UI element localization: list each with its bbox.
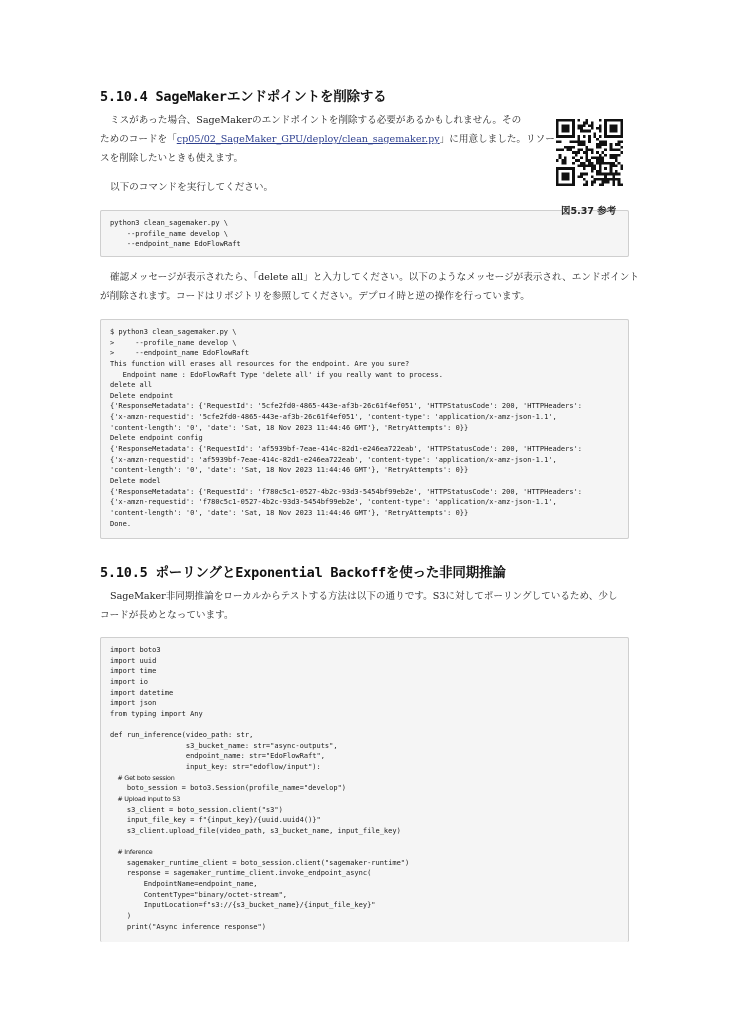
code-block-delete-output: [100, 319, 629, 539]
code-comment-line: # Upload input to S3: [110, 794, 181, 803]
paragraph-line-with-link: [100, 130, 555, 149]
code-line: {'x-amzn-requestid': '5cfe2fd0-4865-443e-af3b-26c61f4ef051', 'content-type': 'application/x-amz-json-1.1',: [110, 413, 557, 422]
code-comment-line: # Get boto session: [110, 773, 175, 782]
code-line: InputLocation=f"s3://{s3_bucket_name}/{input_file_key}": [110, 901, 376, 910]
code-line: 'content-length': '0', 'date': 'Sat, 18 Nov 2023 11:44:46 GMT'}, 'RetryAttempts': 0}}: [110, 466, 469, 475]
code-line: {'x-amzn-requestid': 'f780c5c1-0527-4b2c-93d3-5454bf99eb2e', 'content-type': 'application/x-amz-json-1.1',: [110, 498, 557, 507]
code-line: > --profile_name develop \: [110, 338, 237, 347]
code-line: Endpoint name : EdoFlowRaft Type 'delete all' if you really want to process.: [110, 370, 443, 379]
code-line: input_key: str="edoflow/input"):: [110, 763, 321, 772]
code-block-command: [100, 210, 629, 257]
code-line: This function will erases all resources for the endpoint. Are you sure?: [110, 359, 410, 368]
paragraph-async-inference: [100, 587, 640, 625]
code-line: $ python3 clean_sagemaker.py \: [110, 328, 237, 336]
paragraph-line: 以下のコマンドを実行してください。: [110, 182, 274, 193]
code-line: from typing import Any: [110, 709, 203, 718]
paragraph-line: が削除されます。コードはリポジトリを参照してください。デプロイ時と逆の操作を行っています。: [100, 291, 530, 302]
code-line: {'x-amzn-requestid': 'af5939bf-7eae-414c-82d1-e246ea722eab', 'content-type': 'application/x-amz-json-1.1',: [110, 455, 557, 464]
paragraph-run-command: [100, 178, 530, 197]
qr-code-icon: [556, 119, 623, 186]
code-line: Done.: [110, 519, 132, 528]
paragraph-line: SageMaker非同期推論をローカルからテストする方法は以下の通りです。S3に対してポーリングしているため、少し: [110, 591, 618, 602]
code-line: EndpointName=endpoint_name,: [110, 880, 258, 889]
code-line: Delete endpoint config: [110, 434, 203, 443]
code-line: import datetime: [110, 688, 174, 697]
code-line: endpoint_name: str="EdoFlowRaft",: [110, 752, 325, 761]
code-block-async-inference: [100, 637, 629, 942]
code-line: sagemaker_runtime_client = boto_session.client("sagemaker-runtime"): [110, 858, 410, 867]
code-line: input_file_key = f"{input_key}/{uuid.uuid4()}": [110, 816, 321, 825]
code-line: def run_inference(video_path: str,: [110, 731, 254, 740]
code-comment-line: # Inference: [110, 848, 153, 857]
code-line: > --endpoint_name EdoFlowRaft: [110, 349, 250, 358]
paragraph-line: 確認メッセージが表示されたら、「delete all」と入力してください。以下のようなメッセージが表示され、エンドポイント: [110, 272, 639, 283]
code-line: s3_client.upload_file(video_path, s3_bucket_name, input_file_key): [110, 826, 401, 835]
paragraph-line: ミスがあった場合、SageMakerのエンドポイントを削除する必要があるかもしれません。その: [110, 115, 522, 126]
code-line: import boto3: [110, 646, 161, 654]
code-line: response = sagemaker_runtime_client.invoke_endpoint_async(: [110, 869, 372, 878]
figure-caption: 図5.37 参考: [561, 206, 617, 217]
code-line: print("Async inference response"): [110, 922, 266, 931]
code-line: [110, 719, 619, 730]
code-line: {'ResponseMetadata': {'RequestId': 'f780c5c1-0527-4b2c-93d3-5454bf99eb2e', 'HTTPStatusCode': 200, 'HTTPHeaders':: [110, 487, 583, 496]
code-line: import json: [110, 699, 157, 708]
code-line: {'ResponseMetadata': {'RequestId': '5cfe2fd0-4865-443e-af3b-26c61f4ef051', 'HTTPStatusCode': 200, 'HTTPHeaders':: [110, 402, 583, 411]
text-fragment: 」に用意しました。リソー: [439, 134, 555, 145]
repo-file-link[interactable]: cp05/02_SageMaker_GPU/deploy/clean_sagemaker.py: [176, 134, 440, 145]
code-line: [110, 837, 619, 848]
code-line: Delete endpoint: [110, 391, 174, 400]
code-line: ContentType="binary/octet-stream",: [110, 890, 288, 899]
code-line: s3_client = boto_session.client("s3"): [110, 805, 283, 814]
code-line: boto_session = boto3.Session(profile_name="develop"): [110, 784, 347, 793]
code-line: s3_bucket_name: str="async-outputs",: [110, 741, 338, 750]
section-heading-5-10-4: 5.10.4 SageMakerエンドポイントを削除する: [100, 89, 387, 105]
section-heading-5-10-5: 5.10.5 ポーリングとExponential Backoffを使った非同期推論: [100, 565, 506, 581]
code-line: ): [110, 912, 132, 921]
code-line: 'content-length': '0', 'date': 'Sat, 18 Nov 2023 11:44:46 GMT'}, 'RetryAttempts': 0}}: [110, 508, 469, 517]
code-line: delete all: [110, 381, 153, 390]
paragraph-line: コードが長めとなっています。: [100, 610, 234, 621]
code-line: {'ResponseMetadata': {'RequestId': 'af5939bf-7eae-414c-82d1-e246ea722eab', 'HTTPStatusCode': 200, 'HTTPHeaders':: [110, 445, 583, 454]
paragraph-confirm-message: [100, 268, 640, 306]
paragraph-line: スを削除したいときも使えます。: [100, 153, 244, 164]
code-line: import uuid: [110, 656, 157, 665]
paragraph-delete-intro: [100, 111, 555, 168]
code-line: --profile_name develop \: [110, 229, 229, 238]
code-line: --endpoint_name EdoFlowRaft: [110, 240, 241, 249]
code-line: python3 clean_sagemaker.py \: [110, 219, 229, 227]
text-fragment: ためのコードを「: [100, 134, 177, 145]
code-line: import time: [110, 667, 157, 676]
code-line: 'content-length': '0', 'date': 'Sat, 18 Nov 2023 11:44:46 GMT'}, 'RetryAttempts': 0}}: [110, 423, 469, 432]
code-line: Delete model: [110, 476, 161, 485]
code-line: import io: [110, 677, 148, 686]
